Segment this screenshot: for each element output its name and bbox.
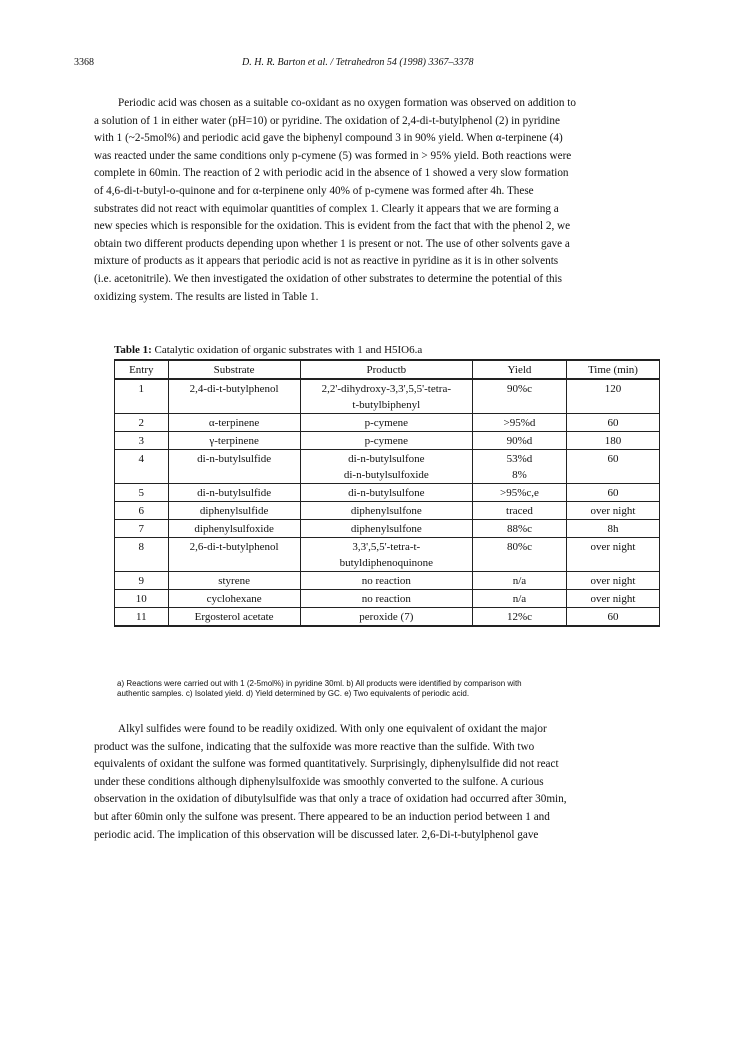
product-cell [300,608,472,627]
substrate-cell-text: styrene [218,575,250,587]
paragraph-discussion [94,721,654,844]
table-row [115,538,660,572]
time-cell-text: over night [590,505,636,517]
product-cell [300,450,472,484]
substrate-cell-text: α-terpinene [208,417,260,429]
col-header-yield: Yield [473,360,567,379]
text-line: obtain two different products depending upon whether 1 is present or not. The use of other solvents gave a [94,237,570,250]
entry-cell-text: 4 [138,453,145,465]
product-cell-text: butyldiphenoquinone [339,557,434,569]
table-row [115,379,660,414]
entry-cell-text: 10 [135,593,147,605]
yield-cell-text: n/a [512,593,527,605]
text-line: Alkyl sulfides were found to be readily oxidized. With only one equivalent of oxidant the major [118,723,547,735]
substrate-cell-text: γ-terpinene [209,435,259,447]
time-cell [566,572,659,590]
time-cell [566,538,659,572]
col-header-entry: Entry [115,360,169,379]
time-cell-text: over night [590,541,636,553]
yield-cell-text: 90%c [506,383,532,395]
entry-cell [115,414,169,432]
product-cell [300,432,472,450]
entry-cell [115,379,169,414]
table-row [115,520,660,538]
entry-cell-text: 1 [138,383,145,395]
product-cell [300,520,472,538]
col-header-time: Time (min) [566,360,659,379]
time-cell-text: 60 [607,611,619,623]
product-cell-text: di-n-butylsulfoxide [343,469,429,481]
product-cell [300,502,472,520]
time-cell [566,484,659,502]
yield-cell-text: >95%d [503,417,536,429]
entry-cell-text: 5 [138,487,145,499]
text-line: but after 60min only the sulfone was present. There appeared to be an induction period between 1 and [94,810,550,823]
text-line: product was the sulfone, indicating that the sulfoxide was more reactive than the sulfide. With two [94,740,535,753]
product-cell [300,379,472,414]
time-cell [566,414,659,432]
entry-cell-text: 7 [138,523,145,535]
yield-cell-text: n/a [512,575,527,587]
substrate-cell-text: diphenylsulfoxide [194,523,274,535]
product-cell-text: t-butylbiphenyl [352,399,421,411]
entry-cell [115,450,169,484]
text-line: equivalents of oxidant the sulfone was formed quantitatively. Surprisingly, diphenylsulfide did not react [94,758,559,771]
product-cell-text: di-n-butylsulfone [348,487,425,499]
substrate-cell [168,414,300,432]
time-cell [566,520,659,538]
yield-cell [473,484,567,502]
product-cell [300,590,472,608]
entry-cell-text: 11 [135,611,147,623]
product-cell [300,538,472,572]
product-cell [300,484,472,502]
entry-cell [115,572,169,590]
yield-cell [473,538,567,572]
text-line: new species which is responsible for the oxidation. This is evident from the fact that with the phenol 2, we [94,220,571,233]
entry-cell [115,538,169,572]
entry-cell-text: 8 [138,541,145,553]
text-line: (i.e. acetonitrile). We then investigated the oxidation of other substrates to determine the potential of this [94,272,563,285]
yield-cell [473,414,567,432]
text-line: periodic acid. The implication of this observation will be discussed later. 2,6-Di-t-butylphenol gave [94,828,539,841]
substrate-cell [168,379,300,414]
substrate-cell-text: 2,6-di-t-butylphenol [189,541,279,553]
time-cell-text: 60 [607,417,619,429]
substrate-cell [168,590,300,608]
product-cell-text: 3,3',5,5'-tetra-t- [352,541,421,553]
page-header [74,57,679,71]
text-line: substrates did not react with equimolar quantities of complex 1. Clearly it appears that we are forming a [94,202,559,215]
substrate-cell-text: diphenylsulfide [199,505,269,517]
product-cell-text: no reaction [361,593,411,605]
entry-cell [115,520,169,538]
time-cell-text: 120 [604,383,622,395]
yield-cell-text: 12%c [506,611,532,623]
yield-cell [473,502,567,520]
substrate-cell [168,520,300,538]
yield-cell-text: traced [506,505,533,517]
yield-cell [473,572,567,590]
product-cell [300,572,472,590]
substrate-cell [168,432,300,450]
table-row [115,502,660,520]
time-cell-text: 60 [607,453,619,465]
substrate-cell-text: Ergosterol acetate [194,611,274,623]
table-row [115,590,660,608]
time-cell-text: 60 [607,487,619,499]
text-line: oxidizing system. The results are listed in Table 1. [94,290,319,303]
time-cell [566,379,659,414]
paragraph-intro [94,95,654,306]
table-row [115,414,660,432]
entry-cell [115,432,169,450]
yield-cell-text: 53%d [506,453,533,465]
time-cell [566,502,659,520]
substrate-cell [168,572,300,590]
col-header-substrate: Substrate [168,360,300,379]
yield-cell-text: 80%c [506,541,532,553]
substrate-cell [168,538,300,572]
results-table [114,359,660,627]
table-row [115,484,660,502]
product-cell-text: peroxide (7) [359,611,414,623]
yield-cell-text: 8% [512,469,527,481]
table-caption-label: Table 1: [114,344,152,356]
substrate-cell-text: di-n-butylsulfide [197,487,272,499]
time-cell-text: over night [590,593,636,605]
substrate-cell [168,484,300,502]
yield-cell-text: >95%c,e [500,487,539,499]
entry-cell-text: 9 [138,575,145,587]
product-cell-text: p-cymene [364,417,409,429]
entry-cell [115,590,169,608]
substrate-cell [168,608,300,627]
time-cell [566,590,659,608]
time-cell [566,450,659,484]
entry-cell [115,502,169,520]
text-line: observation in the oxidation of dibutylsulfide was that only a trace of oxidation had occurred after 30min, [94,793,567,806]
table-caption-text: Catalytic oxidation of organic substrates with 1 and H5IO6.a [151,344,423,356]
yield-cell-text: 90%d [506,435,533,447]
product-cell-text: p-cymene [364,435,409,447]
entry-cell-text: 3 [138,435,145,447]
text-line: Periodic acid was chosen as a suitable co-oxidant as no oxygen formation was observed on addition to [118,97,576,109]
yield-cell [473,379,567,414]
product-cell-text: 2,2'-dihydroxy-3,3',5,5'-tetra- [321,383,451,395]
yield-cell [473,432,567,450]
substrate-cell-text: cyclohexane [206,593,262,605]
table-row [115,608,660,627]
running-head: D. H. R. Barton et al. / Tetrahedron 54 (1998) 3367–3378 [242,57,474,68]
substrate-cell [168,502,300,520]
time-cell-text: over night [590,575,636,587]
footnote-line: authentic samples. c) Isolated yield. d) Yield determined by GC. e) Two equivalents of periodic acid. [117,689,470,698]
text-line: was reacted under the same conditions only p-cymene (5) was formed in > 95% yield. Both reactions were [94,149,572,162]
substrate-cell-text: di-n-butylsulfide [197,453,272,465]
table-row [115,450,660,484]
product-cell [300,414,472,432]
table-header-row [115,360,660,379]
yield-cell [473,608,567,627]
entry-cell [115,608,169,627]
substrate-cell [168,450,300,484]
product-cell-text: no reaction [361,575,411,587]
table-footnote [117,679,662,699]
table-caption [114,344,422,356]
table-row [115,432,660,450]
time-cell [566,432,659,450]
time-cell-text: 180 [604,435,622,447]
yield-cell [473,590,567,608]
substrate-cell-text: 2,4-di-t-butylphenol [189,383,279,395]
yield-cell-text: 88%c [506,523,532,535]
text-line: under these conditions although diphenylsulfoxide was smoothly converted to the sulfone. A curious [94,775,544,788]
yield-cell [473,520,567,538]
col-header-product: Productb [300,360,472,379]
text-line: of 4,6-di-t-butyl-o-quinone and for α-terpinene only 40% of p-cymene was formed after 4h. These [94,184,534,197]
page-number: 3368 [74,57,94,68]
yield-cell [473,450,567,484]
time-cell-text: 8h [607,523,619,535]
entry-cell [115,484,169,502]
entry-cell-text: 6 [138,505,145,517]
table-row [115,572,660,590]
product-cell-text: diphenylsulfone [350,505,422,517]
text-line: mixture of products as it appears that periodic acid is not as reactive in pyridine as it is in other solvents [94,255,559,268]
time-cell [566,608,659,627]
product-cell-text: diphenylsulfone [350,523,422,535]
text-line: with 1 (~2-5mol%) and periodic acid gave the biphenyl compound 3 in 90% yield. When α-terpinene (4) [94,132,563,145]
footnote-line: a) Reactions were carried out with 1 (2-5mol%) in pyridine 30ml. b) All products were identified by comparison with [117,679,522,688]
text-line: a solution of 1 in either water (pH=10) or pyridine. The oxidation of 2,4-di-t-butylphenol (2) in pyridine [94,114,560,127]
entry-cell-text: 2 [138,417,145,429]
text-line: complete in 60min. The reaction of 2 with periodic acid in the absence of 1 showed a very slow formation [94,167,569,180]
product-cell-text: di-n-butylsulfone [348,453,425,465]
